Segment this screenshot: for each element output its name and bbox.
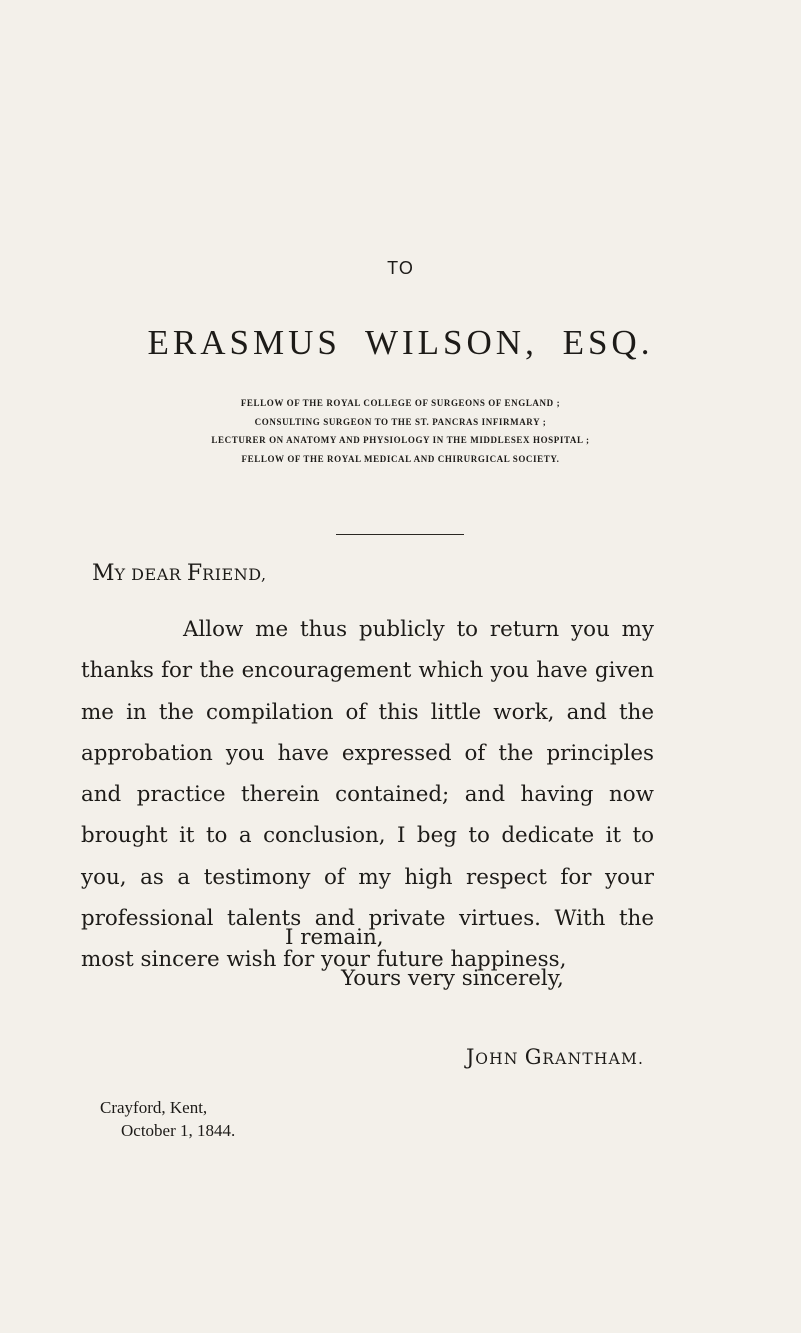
signature-initial: G (524, 1045, 543, 1069)
dedicatee-credentials (0, 394, 801, 468)
signature-initial: J (466, 1045, 476, 1069)
letter-body: Allow me thus publicly to return you my thanks for the encouragement which you have given me in the compilation of this little work, and the approbation you have expressed of the principles and practice therein contained; and having now brought it to a conclusion, I beg to dedicate it to you, as a testimony of my high respect for your professional talents and private virtues. With the most sincere wish for your future happiness, (81, 617, 654, 973)
closing-remain: I remain, (285, 925, 384, 950)
credential-line: FELLOW OF THE ROYAL COLLEGE OF SURGEONS OF ENGLAND ; (240, 398, 561, 408)
letter-place: Crayford, Kent, (100, 1098, 208, 1117)
salutation-smallcaps: RIEND, (202, 565, 267, 584)
salutation-initial: F (186, 561, 203, 586)
credential-line: FELLOW OF THE ROYAL MEDICAL AND CHIRURGICAL SOCIETY. (241, 453, 560, 464)
salutation-initial: M (92, 561, 115, 586)
signature-smallcaps: RANTHAM. (542, 1050, 645, 1068)
dedicatee-name: ERASMUS WILSON, ESQ. (147, 323, 654, 362)
dedication-to: TO (387, 258, 414, 278)
credential-line: CONSULTING SURGEON TO THE ST. PANCRAS INFIRMARY ; (254, 416, 547, 427)
closing-yours: Yours very sincerely, (341, 966, 564, 991)
signature-smallcaps: OHN (475, 1050, 525, 1068)
credential-line: LECTURER ON ANATOMY AND PHYSIOLOGY IN THE MIDDLESEX HOSPITAL ; (211, 435, 590, 445)
signature (466, 1045, 644, 1069)
letter-date: October 1, 1844. (121, 1121, 236, 1140)
divider-rule (336, 534, 464, 535)
salutation-smallcaps: Y DEAR (114, 565, 187, 584)
salutation (92, 561, 267, 586)
